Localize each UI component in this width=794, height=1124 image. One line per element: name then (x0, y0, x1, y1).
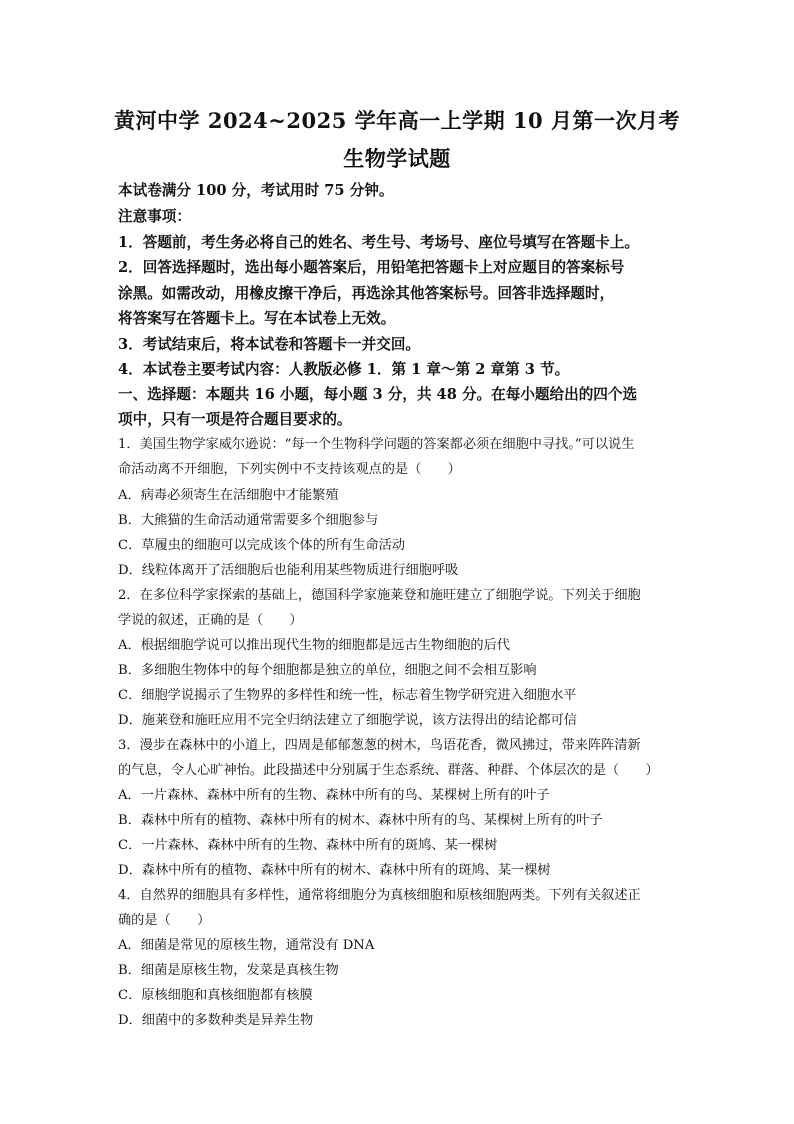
notes-heading: 注意事项： (118, 208, 191, 225)
exam-title: 黄河中学 2024~2025 学年高一上学期 10 月第一次月考 (114, 108, 680, 133)
question-2-option-a: A．根据细胞学说可以推出现代生物的细胞都是远古生物细胞的后代 (118, 638, 510, 653)
question-2-option-d: D．施莱登和施旺应用不完全归纳法建立了细胞学说，该方法得出的结论都可信 (118, 713, 577, 728)
question-4-option-d: D．细菌中的多数种类是异养生物 (118, 1013, 314, 1028)
question-2-stem-line-1: 2．在多位科学家探索的基础上，德国科学家施莱登和施旺建立了细胞学说。下列关于细胞 (118, 588, 641, 603)
question-3-stem-line-2: 的气息，令人心旷神怡。此段描述中分别属于生态系统、群落、种群、个体层次的是（ ） (118, 763, 659, 778)
question-1-option-b: B．大熊猫的生命活动通常需要多个细胞参与 (118, 513, 379, 528)
question-2-option-c: C．细胞学说揭示了生物界的多样性和统一性，标志着生物学研究进入细胞水平 (118, 688, 577, 703)
question-3-option-c: C．一片森林、森林中所有的生物、森林中所有的斑鸠、某一棵树 (118, 838, 498, 853)
question-1-stem-line-2: 命活动离不开细胞，下列实例中不支持该观点的是（ ） (118, 462, 461, 477)
exam-subject-title: 生物学试题 (343, 146, 451, 171)
question-4-stem-line-2: 确的是（ ） (118, 913, 211, 928)
question-1-option-c: C．草履虫的细胞可以完成该个体的所有生命活动 (118, 538, 406, 553)
question-1-option-d: D．线粒体离开了活细胞后也能利用某些物质进行细胞呼吸 (118, 563, 459, 578)
question-2-stem-line-2: 学说的叙述，正确的是（ ） (118, 613, 303, 628)
note-1: 1．答题前，考生务必将自己的姓名、考生号、考场号、座位号填写在答题卡上。 (118, 234, 639, 251)
note-2-line-3: 将答案写在答题卡上。写在本试卷上无效。 (118, 310, 396, 327)
question-1-option-a: A．病毒必须寄生在活细胞中才能繁殖 (118, 488, 339, 503)
question-3-option-a: A．一片森林、森林中所有的生物、森林中所有的鸟、某棵树上所有的叶子 (118, 788, 550, 803)
question-4-option-a: A．细菌是常见的原核生物，通常没有 DNA (118, 938, 375, 953)
note-4: 4．本试卷主要考试内容：人教版必修 1．第 1 章～第 2 章第 3 节。 (118, 361, 570, 378)
question-4-option-b: B．细菌是原核生物，发菜是真核生物 (118, 963, 339, 978)
question-3-stem-line-1: 3．漫步在森林中的小道上，四周是郁郁葱葱的树木，鸟语花香，微风拂过，带来阵阵清新 (118, 738, 641, 753)
question-3-option-b: B．森林中所有的植物、森林中所有的树木、森林中所有的鸟、某棵树上所有的叶子 (118, 813, 603, 828)
note-2-line-1: 2．回答选择题时，选出每小题答案后，用铅笔把答题卡上对应题目的答案标号 (118, 259, 625, 276)
question-2-option-b: B．多细胞生物体中的每个细胞都是独立的单位，细胞之间不会相互影响 (118, 663, 537, 678)
section-heading-line-2: 项中，只有一项是符合题目要求的。 (118, 411, 352, 428)
note-3: 3．考试结束后，将本试卷和答题卡一并交回。 (118, 336, 421, 353)
question-3-option-d: D．森林中所有的植物、森林中所有的树木、森林中所有的斑鸠、某一棵树 (118, 863, 551, 878)
question-1-stem-line-1: 1．美国生物学家威尔逊说：“每一个生物科学问题的答案都必须在细胞中寻找。”可以说生 (118, 437, 635, 452)
full-score-note: 本试卷满分 100 分，考试用时 75 分钟。 (118, 182, 394, 199)
question-4-stem-line-1: 4．自然界的细胞具有多样性，通常将细胞分为真核细胞和原核细胞两类。下列有关叙述正 (118, 888, 641, 903)
section-heading-line-1: 一、选择题：本题共 16 小题，每小题 3 分，共 48 分。在每小题给出的四个选 (118, 386, 638, 403)
question-4-option-c: C．原核细胞和真核细胞都有核膜 (118, 988, 313, 1003)
note-2-line-2: 涂黑。如需改动，用橡皮擦干净后，再选涂其他答案标号。回答非选择题时， (118, 285, 615, 302)
